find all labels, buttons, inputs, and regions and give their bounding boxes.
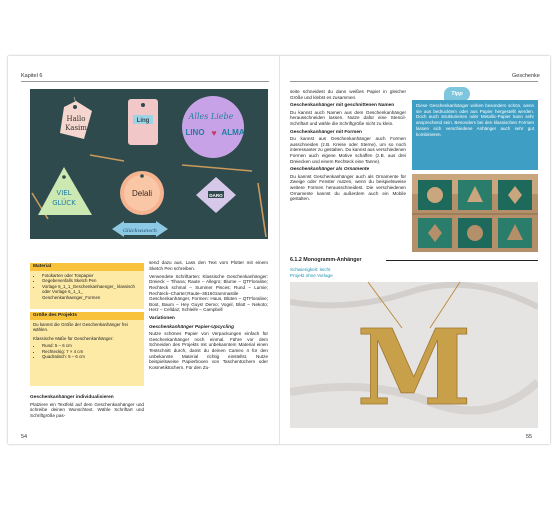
tag-glueck: GLÜCK <box>52 199 76 207</box>
right-column-1 <box>290 89 406 204</box>
header-rule-left <box>21 81 269 82</box>
sub-heading: Geschenkanhänger mit geschnittenen Namen <box>290 103 395 109</box>
tag-hallo-line2: Kasim <box>65 124 87 132</box>
gutter <box>279 56 280 444</box>
body-text: Du kannst auch Namen aus dem Geschenkanhänger herausschneiden lassen. Nutze dafür eine Stencil-Schriftart und wähle die Schriftgröße nicht zu klein. <box>290 109 406 126</box>
monogram-illustration <box>290 282 538 428</box>
size-item: • Rund: 5 – 6 cm <box>42 343 141 349</box>
material-item: • Vorlage 6_1_1_Geschenkanhaenger_ klassisch oder Vorlage 6_1_1_ Geschenkanhaenger_Formen <box>42 284 141 301</box>
section-heading: Geschenkanhänger individualisieren <box>30 395 114 400</box>
template-label: Projekt ohne Vorlage <box>290 273 333 278</box>
gift-tags-photo <box>30 89 268 239</box>
chapter-label: Kapitel 6 <box>21 73 43 79</box>
body-text: send dazu aus. Lass den Text vom Plotter mit einem Sketch Pen schreiben. <box>149 260 268 271</box>
tip-box: Diese Geschenkanhänger wirken besonders schön, wenn sie aus bedrucktem oder aus Papier hergestellt werden. Doch auch strukturiertes oder Metallic-Papier kann sehr ansprechend sein. Besonders bei den klassischen Formen lassen sich verschiedene Anhänger auch sehr gut kombinieren. <box>412 100 538 170</box>
monogram-photo <box>290 282 538 428</box>
size-box <box>30 312 144 386</box>
header-rule-right <box>290 81 538 82</box>
tag-glueckwunsch: Glückwunsch <box>123 228 157 234</box>
body-text: Verwendete Schriftarten: Klassische Geschenkanhänger: Dreieck – Tihana; Raute – Allegro; Blume – QTFloraline; Rechteck schmal – Summer Pisces; Rund – Lumie; Rechteck–Charter;Raute–3616Grammastile Geschenkanhänger, Formen: Haus, Blüten – QTFloraline; Boot, Baum – Hey Guys! Demo; Vogel, Blatt – Nekoto; Herz – Celldaz; Schleife – Campbell <box>149 273 268 313</box>
sub-heading: Geschenkanhänger mit Formen <box>290 129 362 135</box>
material-item: • Fotokarten oder Tonpapier <box>42 273 141 279</box>
section-heading: Variationen <box>149 315 175 321</box>
body-text: Du kannst Geschenkanhänger auch als Ornamente für Zweige oder Fenster nutzen, wenn du beispielsweise weitere Formen herausschneidest. Die verschiedenen Ornamente kannst du außerdem auch ein Mobile gestalten. <box>290 173 406 202</box>
tag-delali: Delali <box>131 189 153 198</box>
book-spread <box>8 56 550 444</box>
body-text: Du kannst aus Geschenkanhänger auch Formen ausschneiden (z.B. Kreise oder Sterne), um so noch interessanter zu gestalten. Du kannst aus verschiedenen Formen auch eigene Motive schaffen (z.B. aus drei Dreiecken und einem Rechteck eine Tanne). <box>290 136 406 164</box>
size-item: • Quadratisch: 5 – 6 cm <box>42 354 141 360</box>
body-text: Platziere ein Textfeld auf dem Geschenkanhänger und schreibe deinen Wunschtext. Wähle Schriftart und Schriftgröße pas- <box>30 401 144 418</box>
sub-heading: Geschenkanhänger als Ornamente <box>290 167 370 173</box>
material-item: • Gegebenenfalls Sketch Pen <box>42 278 141 284</box>
svg-text:♥: ♥ <box>211 128 217 138</box>
gift-tags-illustration <box>30 89 268 239</box>
size-title: Größe des Projekts <box>30 312 144 320</box>
monogram-letter: M <box>356 306 472 428</box>
page-number-left: 54 <box>21 434 28 440</box>
page-number-right: 55 <box>526 434 533 440</box>
material-title: Material <box>30 263 144 271</box>
size-intro-classic: Klassische Maße für Geschenkanhänger: <box>33 335 114 341</box>
tag-daro: DARO <box>209 193 223 198</box>
sub-heading: Geschenkanhänger Papier-Upcycling <box>149 324 235 330</box>
size-intro: Du kannst die Größe der Geschenkanhänger frei wählen. <box>33 321 128 332</box>
left-column-1 <box>30 392 144 421</box>
size-item: • Rechteckig: 7 × 4 cm <box>42 349 141 355</box>
tag-alles-liebe: Alles Liebe <box>188 112 234 121</box>
tag-alma: ALMA <box>221 128 245 137</box>
ornament-tags-illustration <box>412 174 538 252</box>
section-title-header: Geschenke <box>512 73 540 79</box>
tag-lino: LINO <box>185 128 205 137</box>
section-rule <box>386 260 538 261</box>
body-text: Nutze schönes Papier von Verpackungen einfach für Geschenkanhänger noch einmal. Führe vor dem Schneiden des Projekts mit unbekanntem Material einen Testschnitt durch, damit du deinen Cameo 4 für den unbekannte Material richtig einstellst. Nutze beispielsweise Papierboxen von Taschentüchern oder Kosmetiktüchern. Für den Zu- <box>149 331 268 370</box>
ornament-tags-photo <box>412 174 538 252</box>
material-box <box>30 263 144 309</box>
section-title: 6.1.2 Monogramm-Anhänger <box>290 257 362 263</box>
tag-hallo-line1: Hallo <box>66 115 86 123</box>
tip-badge: Tipp <box>444 87 470 101</box>
tag-viel: VIEL <box>56 189 72 197</box>
tag-ling-text: Ling <box>136 118 150 124</box>
body-text: seite schneidest du dann weißes Papier in gleicher Größe und klebst es zusammen. <box>290 89 406 100</box>
left-column-2 <box>149 260 268 373</box>
difficulty-label: Schwierigkeit: leicht <box>290 267 331 272</box>
